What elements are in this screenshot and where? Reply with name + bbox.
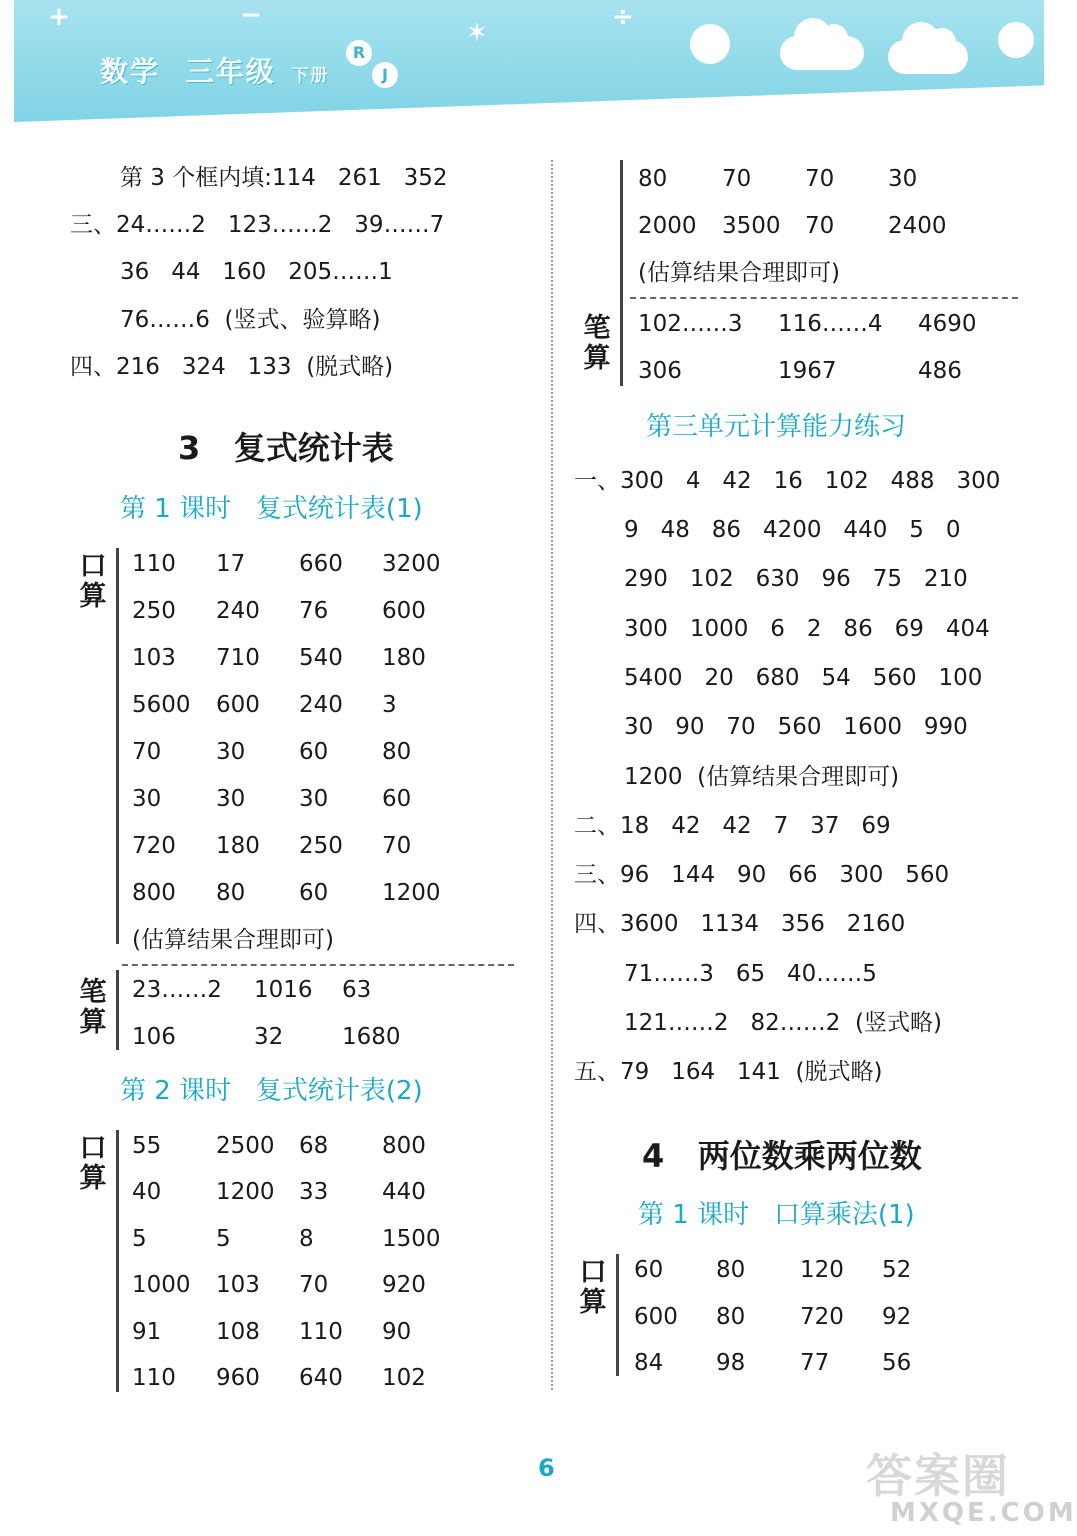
answer-value: 108 — [216, 1318, 260, 1345]
answer-value: 84 — [634, 1350, 664, 1376]
answer-value: 80 — [216, 880, 246, 906]
answer-value: 240 — [216, 598, 260, 624]
answer-value: 800 — [132, 880, 176, 906]
answer-value: 1200 — [382, 880, 441, 906]
answer-value: 103 — [132, 645, 176, 671]
answer-value: 5 — [132, 1225, 147, 1252]
answer-value: 120 — [800, 1257, 844, 1283]
answer-line: 300 1000 6 2 86 69 404 — [624, 616, 990, 642]
answer-value: 70 — [299, 1272, 329, 1299]
answer-line: 五、79 164 141 (脱式略) — [574, 1059, 883, 1085]
answer-value: 80 — [716, 1303, 746, 1330]
answer-value: 1000 — [132, 1272, 191, 1299]
written-calc-label: 笔算 — [79, 977, 107, 1038]
badge-r: R — [346, 40, 372, 66]
answer-value: 3 — [382, 692, 397, 718]
answer-value: 70 — [132, 739, 162, 765]
oral-calc-label: 口算 — [579, 1257, 607, 1318]
answer-value: 8 — [299, 1225, 314, 1252]
answer-value: 30 — [216, 786, 246, 812]
lesson-title: 第 1 课时 口算乘法(1) — [638, 1200, 915, 1230]
answer-value: 70 — [805, 166, 835, 192]
answer-value: 240 — [299, 692, 343, 718]
answer-value: 70 — [805, 213, 835, 239]
oral-calc-label: 口算 — [79, 1133, 107, 1194]
answer-value: 540 — [299, 645, 343, 671]
answer-value: 103 — [216, 1272, 260, 1299]
answer-value: 2500 — [216, 1133, 275, 1159]
answer-line: 71……3 65 40……5 — [624, 961, 877, 987]
answer-value: 80 — [638, 166, 668, 192]
answer-value: 60 — [634, 1257, 664, 1283]
cloud-icon — [888, 40, 968, 74]
divide-deco-icon: ÷ — [612, 2, 634, 32]
answer-value: 800 — [382, 1133, 426, 1159]
answer-value: 720 — [800, 1303, 844, 1330]
answer-value: 60 — [299, 739, 329, 765]
answer-value: 110 — [299, 1318, 343, 1345]
answer-value: 180 — [382, 645, 426, 671]
oral-calc-bar — [116, 1130, 119, 1392]
answer-value: 63 — [342, 977, 372, 1003]
answer-value: 23……2 — [132, 977, 222, 1003]
answer-value: 2000 — [638, 213, 697, 239]
minus-deco-icon: − — [240, 0, 262, 30]
page-number: 6 — [538, 1454, 555, 1482]
answer-value: 55 — [132, 1133, 162, 1159]
answer-value: 720 — [132, 833, 176, 859]
sun-icon — [690, 24, 730, 64]
oral-calc-label: 口算 — [79, 551, 107, 612]
answer-line: 36 44 160 205……1 — [120, 259, 393, 285]
column-divider — [551, 160, 553, 1390]
answer-value: 5600 — [132, 692, 191, 718]
answer-value: 102 — [382, 1365, 426, 1391]
answer-value: 90 — [382, 1318, 412, 1345]
answer-value: 920 — [382, 1272, 426, 1299]
answer-value: 600 — [216, 692, 260, 718]
badge-j: J — [372, 62, 398, 88]
grade-label: 三年级 — [185, 55, 276, 88]
answer-value: 91 — [132, 1318, 162, 1345]
answer-value: 70 — [722, 166, 752, 192]
book-title — [100, 50, 330, 90]
answer-value: 710 — [216, 645, 260, 671]
answer-value: 60 — [382, 786, 412, 812]
answer-value: 52 — [882, 1257, 912, 1283]
answer-value: 98 — [716, 1350, 746, 1376]
answer-value: 80 — [382, 739, 412, 765]
oral-calc-bar — [116, 548, 119, 944]
star-deco-icon: ✶ — [466, 18, 488, 48]
answer-value: 116……4 — [778, 311, 883, 337]
answer-value: 40 — [132, 1179, 162, 1206]
dashed-separator — [122, 964, 514, 966]
answer-line: 一、300 4 42 16 102 488 300 — [574, 468, 1001, 494]
answer-line: 290 102 630 96 75 210 — [624, 566, 968, 592]
answer-value: 600 — [382, 598, 426, 624]
answer-value: 250 — [299, 833, 343, 859]
answer-value: 1016 — [254, 977, 313, 1003]
answer-value: 56 — [882, 1350, 912, 1376]
answer-value: 92 — [882, 1303, 912, 1330]
answer-value: 180 — [216, 833, 260, 859]
answer-line: 第 3 个框内填:114 261 352 — [120, 165, 448, 191]
answer-value: 1500 — [382, 1225, 441, 1252]
answer-value: 440 — [382, 1179, 426, 1206]
estimation-note: (估算结果合理即可) — [638, 260, 840, 286]
answer-value: 30 — [299, 786, 329, 812]
answer-value: 68 — [299, 1133, 329, 1159]
answer-line: 76……6 (竖式、验算略) — [120, 307, 381, 333]
answer-value: 30 — [216, 739, 246, 765]
lesson-title: 第 2 课时 复式统计表(2) — [120, 1076, 423, 1106]
plus-deco-icon: + — [48, 2, 70, 32]
answer-line: 1200 (估算结果合理即可) — [624, 764, 900, 790]
answer-line: 四、3600 1134 356 2160 — [574, 911, 906, 937]
answer-line: 121……2 82……2 (竖式略) — [624, 1010, 942, 1036]
written-calc-bar — [116, 970, 119, 1050]
written-calc-label: 笔算 — [583, 313, 611, 374]
answer-value: 106 — [132, 1024, 176, 1050]
answer-value: 1200 — [216, 1179, 275, 1206]
answer-value: 660 — [299, 551, 343, 577]
answer-value: 30 — [132, 786, 162, 812]
unit-title: 4 两位数乘两位数 — [642, 1137, 922, 1175]
oral-calc-bar — [616, 1254, 619, 1376]
answer-value: 70 — [382, 833, 412, 859]
practice-title: 第三单元计算能力练习 — [646, 412, 907, 442]
answer-value: 80 — [716, 1257, 746, 1283]
answer-value: 2400 — [888, 213, 947, 239]
answer-value: 3200 — [382, 551, 441, 577]
answer-value: 77 — [800, 1350, 830, 1376]
flower-icon — [998, 22, 1034, 58]
answer-value: 1967 — [778, 358, 837, 384]
answer-value: 5 — [216, 1225, 231, 1252]
answer-line: 四、216 324 133 (脱式略) — [70, 354, 394, 380]
dashed-separator — [630, 297, 1018, 299]
unit-title: 3 复式统计表 — [178, 429, 394, 467]
lesson-title: 第 1 课时 复式统计表(1) — [120, 494, 423, 524]
answer-value: 110 — [132, 551, 176, 577]
answer-line: 三、24……2 123……2 39……7 — [70, 212, 445, 238]
answer-value: 110 — [132, 1365, 176, 1391]
answer-value: 3500 — [722, 213, 781, 239]
answer-line: 9 48 86 4200 440 5 0 — [624, 517, 961, 543]
answer-value: 76 — [299, 598, 329, 624]
cloud-icon — [780, 36, 864, 70]
answer-value: 30 — [888, 166, 918, 192]
volume-label: 下册 — [291, 66, 330, 86]
answer-value: 60 — [299, 880, 329, 906]
subject-label: 数学 — [100, 55, 161, 88]
watermark-url: MXQE.COM — [890, 1498, 1077, 1528]
answer-value: 102……3 — [638, 311, 743, 337]
answer-value: 640 — [299, 1365, 343, 1391]
calc-bar — [620, 160, 623, 386]
answer-value: 33 — [299, 1179, 329, 1206]
watermark-logo: 答案圈 — [866, 1449, 1010, 1503]
answer-value: 1680 — [342, 1024, 401, 1050]
answer-value: 32 — [254, 1024, 284, 1050]
answer-value: 960 — [216, 1365, 260, 1391]
estimation-note: (估算结果合理即可) — [132, 927, 334, 953]
answer-value: 250 — [132, 598, 176, 624]
answer-line: 三、96 144 90 66 300 560 — [574, 862, 950, 888]
answer-value: 4690 — [918, 311, 977, 337]
answer-value: 306 — [638, 358, 682, 384]
rj-badge — [346, 40, 404, 90]
answer-line: 二、18 42 42 7 37 69 — [574, 813, 891, 839]
answer-value: 17 — [216, 551, 246, 577]
answer-value: 486 — [918, 358, 962, 384]
answer-line: 30 90 70 560 1600 990 — [624, 714, 968, 740]
answer-line: 5400 20 680 54 560 100 — [624, 665, 983, 691]
answer-value: 600 — [634, 1303, 678, 1330]
